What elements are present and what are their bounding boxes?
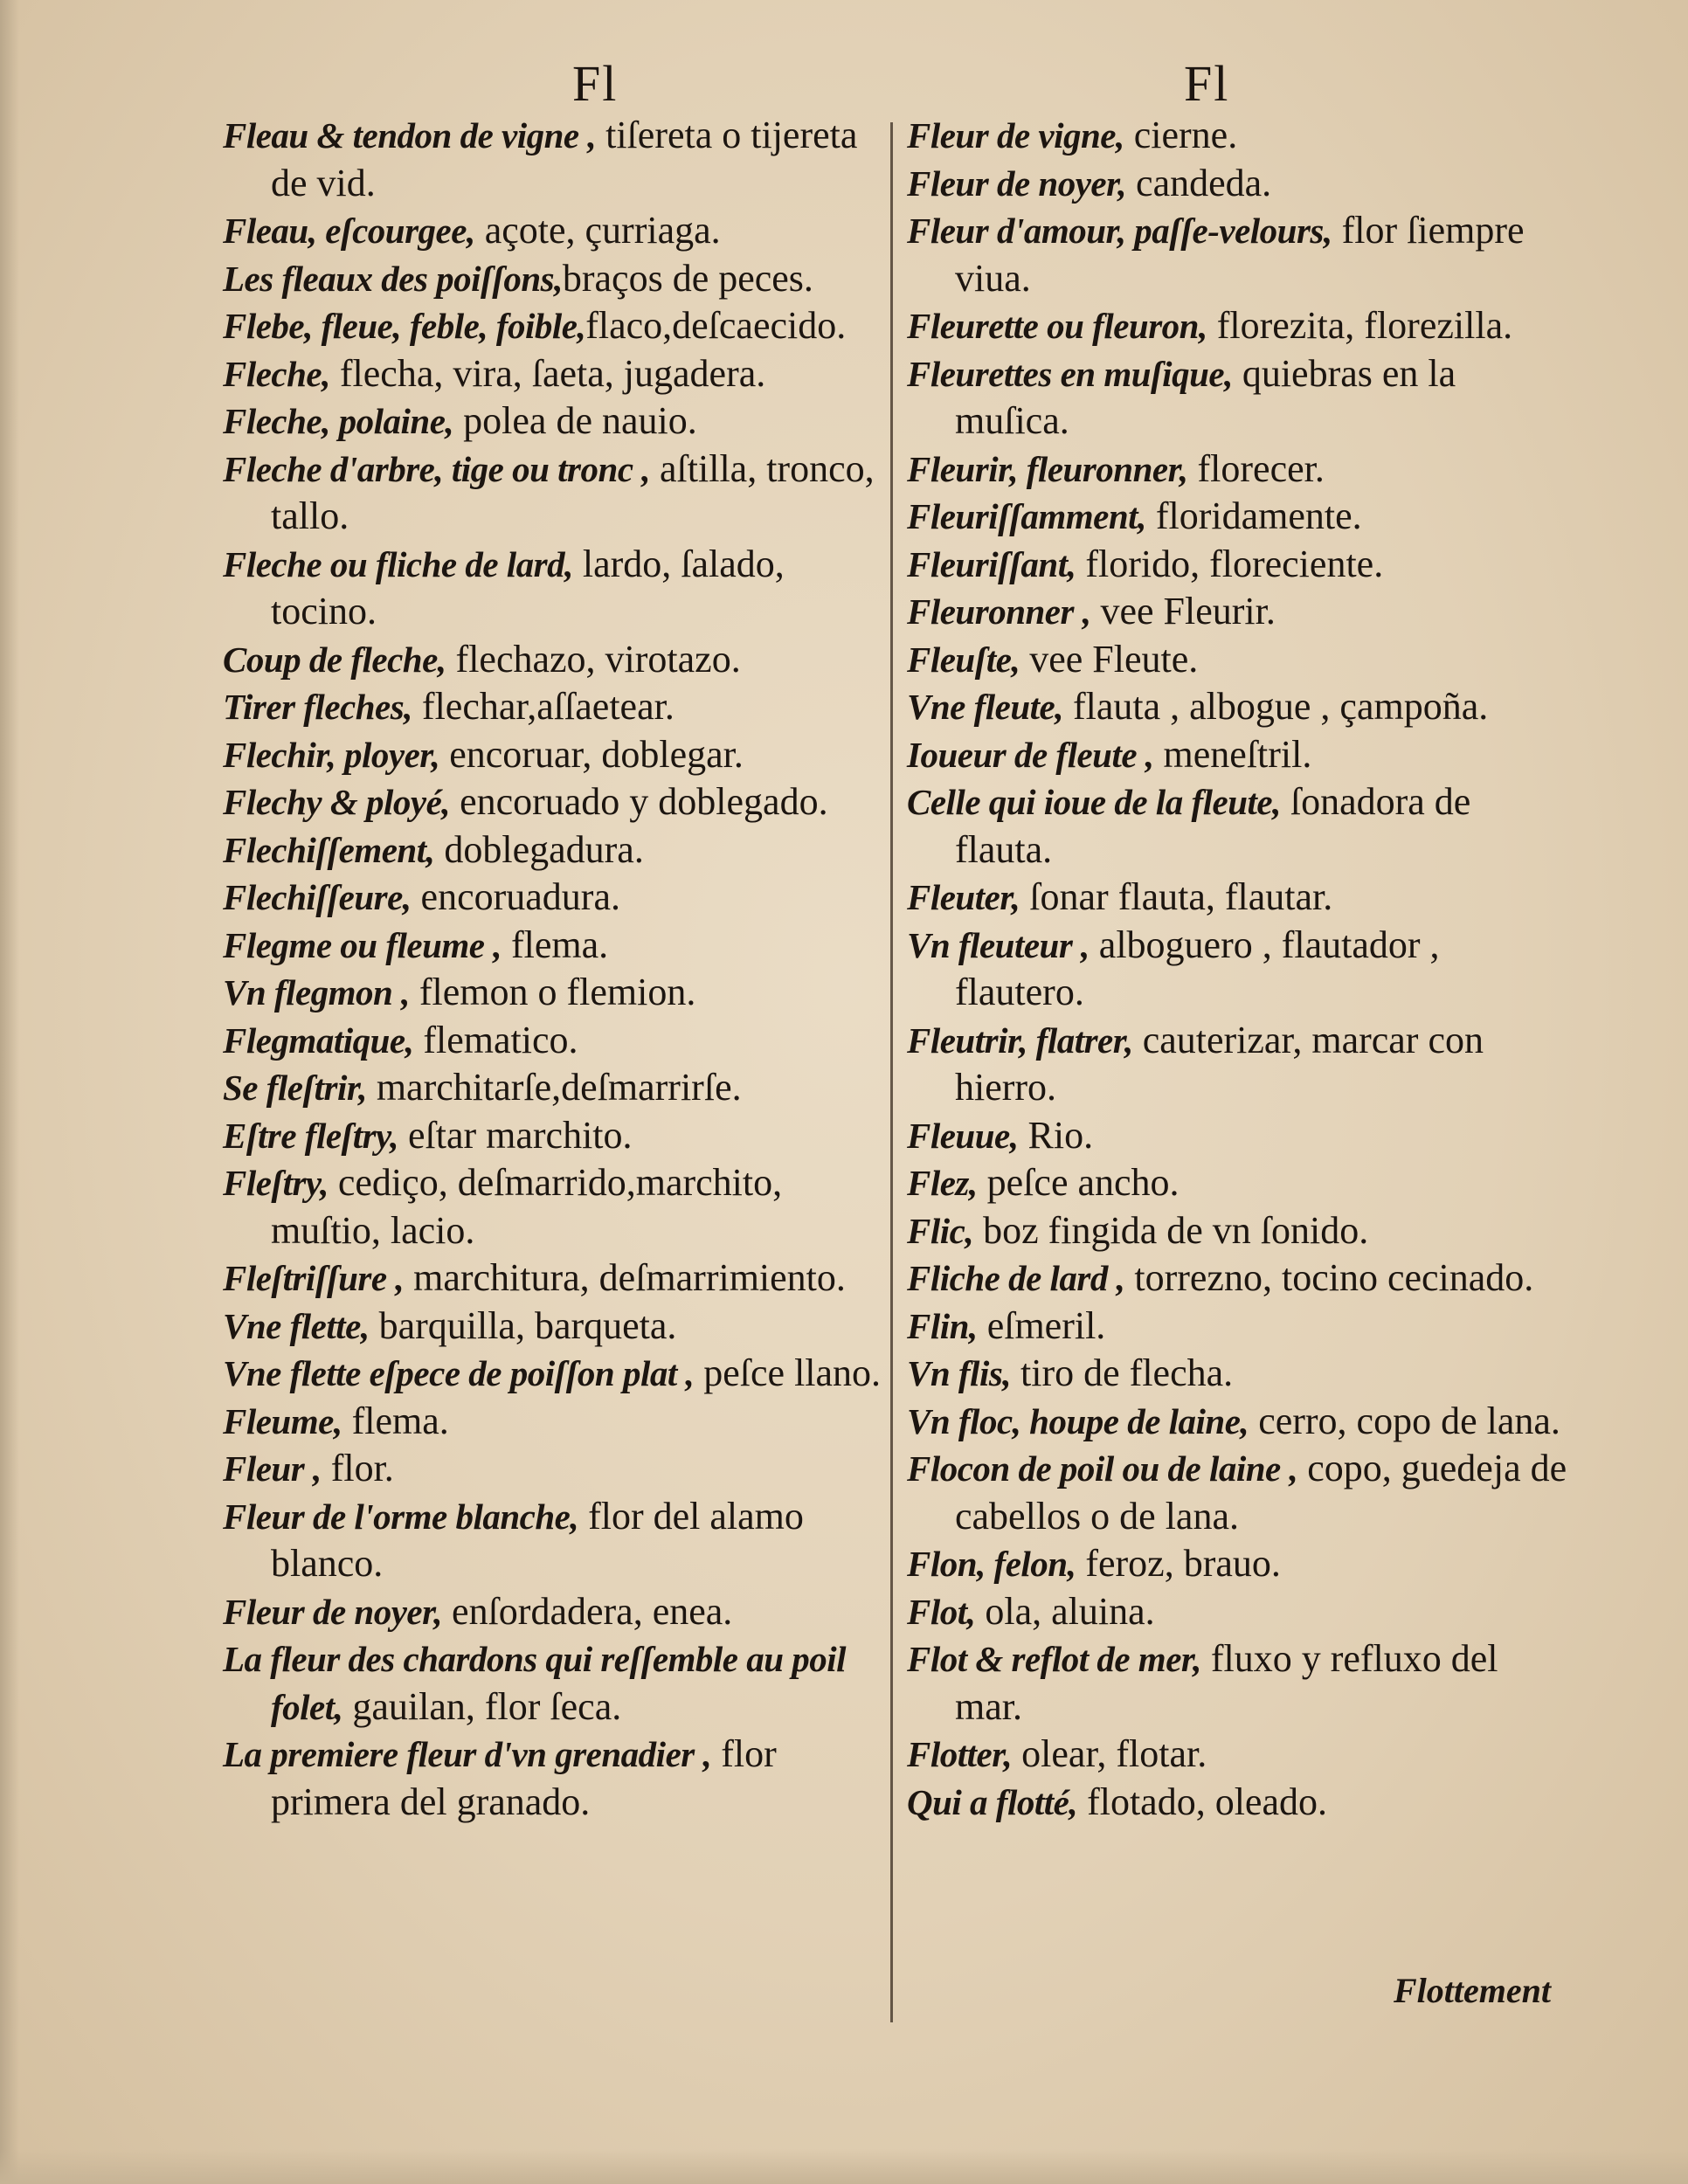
dictionary-entry: [907, 446, 1571, 494]
left-column: [223, 112, 887, 1826]
french-headword: Tirer fleches,: [223, 687, 412, 727]
spanish-translation: doblegadura.: [434, 827, 644, 871]
dictionary-entry: [907, 493, 1571, 541]
french-headword: Fleur ,: [223, 1448, 322, 1489]
french-headword: Fleche d'arbre, tige ou tronc ,: [223, 448, 651, 489]
spanish-translation: cauterizar, marcar con hierro.: [955, 1018, 1484, 1109]
spanish-translation: flor.: [321, 1447, 394, 1489]
spanish-translation: marchitarſe,deſmarrirſe.: [366, 1066, 742, 1109]
dictionary-entry: [907, 874, 1571, 922]
french-headword: Fleur d'amour, paſſe-velours,: [907, 211, 1332, 251]
french-headword: Fleſtry,: [223, 1163, 329, 1203]
spanish-translation: flema.: [342, 1399, 449, 1442]
french-headword: Flot & reflot de mer,: [907, 1639, 1201, 1679]
french-headword: Flebe, fleue, feble, foible,: [223, 306, 586, 346]
dictionary-entry: [223, 302, 887, 350]
french-headword: Fleche, polaine,: [223, 401, 454, 441]
spanish-translation: Rio.: [1018, 1113, 1094, 1157]
dictionary-entry: [223, 255, 887, 303]
right-column: [907, 112, 1571, 1826]
french-headword: Flez,: [907, 1163, 978, 1203]
dictionary-entry: [907, 1350, 1571, 1398]
spanish-translation: flecha, vira, ſaeta, jugadera.: [329, 351, 766, 395]
french-headword: Flegmatique,: [223, 1019, 414, 1061]
spanish-translation: flematico.: [413, 1018, 578, 1061]
french-headword: Vn flis,: [907, 1353, 1012, 1393]
french-headword: Fleutrir, flatrer,: [907, 1019, 1133, 1061]
french-headword: Flotter,: [907, 1734, 1013, 1774]
spanish-translation: candeda.: [1126, 161, 1272, 204]
spanish-translation: flotado, oleado.: [1077, 1780, 1327, 1823]
spanish-translation: aſtilla, tronco, tallo.: [271, 446, 875, 537]
dictionary-entry: [223, 1588, 887, 1636]
spanish-translation: alboguero , flautador , flautero.: [955, 923, 1440, 1013]
french-headword: Qui a flotté,: [907, 1781, 1078, 1822]
french-headword: Fleuronner ,: [907, 591, 1091, 632]
running-head-right: Fl: [1184, 55, 1230, 112]
spanish-translation: florecer.: [1187, 446, 1325, 490]
spanish-translation: lardo, ſalado, tocino.: [271, 542, 785, 632]
dictionary-entry: [907, 160, 1571, 208]
french-headword: Vne fleute,: [907, 687, 1063, 727]
spanish-translation: ola, aluina.: [975, 1589, 1155, 1633]
french-headword: Se fleſtrir,: [223, 1068, 367, 1108]
dictionary-entry: [907, 683, 1571, 731]
french-headword: Flic,: [907, 1210, 974, 1251]
dictionary-entry: [223, 1398, 887, 1446]
french-headword: Vn floc, houpe de laine,: [907, 1400, 1249, 1441]
french-headword: Vn flegmon ,: [223, 972, 410, 1013]
french-headword: Fleau, eſcourgee,: [223, 211, 475, 251]
french-headword: Fliche de lard ,: [907, 1258, 1125, 1298]
spanish-translation: flor primera del granado.: [271, 1732, 777, 1823]
spanish-translation: polea de nauio.: [453, 399, 697, 442]
dictionary-entry: [223, 778, 887, 826]
dictionary-entry: [907, 1254, 1571, 1303]
spanish-translation: ſonar flauta, flautar.: [1020, 875, 1333, 918]
dictionary-entry: [223, 1112, 887, 1160]
french-headword: Fleur de noyer,: [907, 162, 1127, 204]
french-headword: Flocon de poil ou de laine ,: [907, 1448, 1298, 1489]
dictionary-entry: [223, 874, 887, 922]
dictionary-entry: [907, 1635, 1571, 1731]
spanish-translation: eſmeril.: [977, 1303, 1106, 1347]
dictionary-entry: [223, 207, 887, 255]
page-edge-shadow: [0, 0, 19, 2184]
spanish-translation: barquilla, barqueta.: [369, 1303, 677, 1347]
french-headword: Fleuter,: [907, 877, 1020, 917]
dictionary-entry: [223, 1159, 887, 1254]
spanish-translation: marchitura, deſmarrimiento.: [404, 1256, 846, 1299]
french-headword: Vn fleuteur ,: [907, 924, 1090, 965]
french-headword: Eſtre fleſtry,: [223, 1115, 398, 1156]
french-headword: Flechiſſeure,: [223, 877, 412, 917]
dictionary-entry: [907, 731, 1571, 779]
dictionary-entry: [223, 1303, 887, 1351]
dictionary-entry: [907, 1017, 1571, 1112]
dictionary-entry: [907, 1112, 1571, 1160]
spanish-translation: flechazo, virotazo.: [446, 637, 741, 681]
dictionary-entry: [223, 683, 887, 731]
dictionary-entry: [223, 446, 887, 541]
spanish-translation: vee Fleurir.: [1090, 590, 1276, 632]
spanish-translation: peſce ancho.: [977, 1161, 1180, 1204]
dictionary-entry: [907, 302, 1571, 350]
spanish-translation: eſtar marchito.: [398, 1113, 633, 1157]
dictionary-entry: [907, 350, 1571, 446]
spanish-translation: olear, flotar.: [1012, 1732, 1207, 1775]
spanish-translation: peſce llano.: [694, 1351, 882, 1394]
spanish-translation: encoruar, doblegar.: [439, 732, 744, 776]
dictionary-entry: [907, 1588, 1571, 1636]
dictionary-entry: [907, 1398, 1571, 1446]
dictionary-entry: [907, 1445, 1571, 1540]
spanish-translation: flechar,aſſaetear.: [412, 685, 675, 728]
spanish-translation: tiro de flecha.: [1011, 1351, 1234, 1394]
french-headword: Fleche,: [223, 353, 330, 394]
spanish-translation: vee Fleute.: [1020, 637, 1199, 681]
column-divider: [890, 122, 893, 2022]
spanish-translation: enſordadera, enea.: [442, 1589, 733, 1633]
dictionary-entry: [907, 1779, 1571, 1827]
catchword: Flottement: [1394, 1971, 1551, 2010]
dictionary-entry: [223, 969, 887, 1017]
dictionary-entry: [223, 112, 887, 207]
dictionary-entry: [907, 778, 1571, 874]
dictionary-entry: [907, 588, 1571, 636]
spanish-translation: quiebras en la muſica.: [955, 351, 1456, 442]
dictionary-entry: [223, 922, 887, 970]
dictionary-entry: [223, 1493, 887, 1588]
dictionary-entry: [907, 1303, 1571, 1351]
french-headword: Flot,: [907, 1591, 976, 1632]
french-headword: Vne flette eſpece de poiſſon plat ,: [223, 1353, 695, 1393]
spanish-translation: cediço, deſmarrido,marchito, muſtio, lacio.: [271, 1161, 783, 1252]
french-headword: Flin,: [907, 1305, 978, 1346]
french-headword: Fleuriſſant,: [907, 543, 1076, 584]
running-head-left: Fl: [572, 55, 619, 112]
spanish-translation: flema.: [501, 923, 609, 966]
dictionary-entry: [907, 207, 1571, 302]
spanish-translation: florezita, florezilla.: [1207, 304, 1513, 347]
spanish-translation: braços de peces.: [562, 256, 813, 300]
spanish-translation: flauta , albogue , çampoña.: [1062, 685, 1489, 728]
dictionary-entry: [907, 636, 1571, 684]
spanish-translation: floridamente.: [1145, 494, 1362, 537]
french-headword: Vne flette,: [223, 1305, 370, 1346]
dictionary-entry: [907, 1540, 1571, 1588]
dictionary-entry: [223, 731, 887, 779]
french-headword: La premiere fleur d'vn grenadier ,: [223, 1734, 712, 1774]
french-headword: Fleuſte,: [907, 639, 1020, 680]
french-headword: Celle qui ioue de la fleute,: [907, 782, 1281, 822]
french-headword: Les fleaux des poiſſons,: [223, 258, 563, 299]
dictionary-entry: [223, 1017, 887, 1065]
spanish-translation: flemon o flemion.: [409, 971, 696, 1013]
spanish-translation: florido, floreciente.: [1076, 542, 1384, 585]
dictionary-entry: [907, 1731, 1571, 1779]
french-headword: Fleurette ou fleuron,: [907, 306, 1207, 346]
dictionary-entry: [223, 1254, 887, 1303]
spanish-translation: boz fingida de vn ſonido.: [973, 1208, 1369, 1252]
dictionary-entry: [907, 112, 1571, 160]
dictionary-entry: [223, 826, 887, 874]
french-headword: Fleuue,: [907, 1115, 1019, 1156]
dictionary-entry: [223, 350, 887, 398]
dictionary-entry: [223, 541, 887, 636]
spanish-translation: fluxo y refluxo del mar.: [955, 1637, 1498, 1728]
french-headword: Coup de fleche,: [223, 639, 446, 680]
spanish-translation: cerro, copo de lana.: [1249, 1399, 1560, 1442]
spanish-translation: gauilan, flor ſeca.: [342, 1684, 622, 1728]
spanish-translation: flor ſiempre viua.: [955, 209, 1525, 300]
french-headword: Fleau & tendon de vigne ,: [223, 115, 597, 156]
dictionary-entry: [223, 1445, 887, 1493]
dictionary-entry: [223, 1635, 887, 1731]
french-headword: Fleume,: [223, 1400, 342, 1441]
spanish-translation: flor del alamo blanco.: [271, 1494, 804, 1585]
french-headword: Fleuriſſamment,: [907, 496, 1146, 536]
dictionary-entry: [907, 1159, 1571, 1207]
dictionary-entry: [907, 922, 1571, 1017]
spanish-translation: feroz, brauo.: [1076, 1542, 1281, 1585]
french-headword: Flechy & ployé,: [223, 782, 451, 822]
french-headword: Fleur de noyer,: [223, 1591, 443, 1632]
french-headword: Fleche ou fliche de lard,: [223, 543, 573, 584]
dictionary-entry: [223, 1731, 887, 1826]
spanish-translation: encoruado y doblegado.: [450, 780, 828, 823]
spanish-translation: copo, guedeja de cabellos o de lana.: [955, 1447, 1567, 1538]
french-headword: Fleur de l'orme blanche,: [223, 1496, 579, 1537]
dictionary-entry: [223, 397, 887, 446]
spanish-translation: torrezno, tocino cecinado.: [1124, 1256, 1534, 1299]
french-headword: Ioueur de fleute ,: [907, 734, 1154, 775]
french-headword: Fleurettes en muſique,: [907, 353, 1233, 394]
spanish-translation: açote, çurriaga.: [474, 209, 721, 252]
dictionary-entry: [223, 636, 887, 684]
french-headword: Fleſtriſſure ,: [223, 1258, 405, 1298]
spanish-translation: ſonadora de flauta.: [955, 780, 1471, 871]
dictionary-entry: [223, 1350, 887, 1398]
spanish-translation: meneſtril.: [1153, 732, 1312, 776]
french-headword: La fleur des chardons qui reſſemble au poil folet,: [223, 1639, 847, 1727]
french-headword: Fleur de vigne,: [907, 115, 1124, 156]
page-bottom-shadow: [0, 2149, 1688, 2184]
spanish-translation: encoruadura.: [411, 875, 620, 918]
french-headword: Flechiſſement,: [223, 829, 435, 870]
dictionary-entry: [907, 1207, 1571, 1255]
dictionary-entry: [223, 1064, 887, 1112]
spanish-translation: tiſereta o tijereta de vid.: [271, 114, 858, 204]
french-headword: Flechir, ployer,: [223, 734, 440, 775]
spanish-translation: cierne.: [1124, 114, 1238, 156]
spanish-translation: flaco,deſcaecido.: [585, 304, 847, 347]
french-headword: Fleurir, fleuronner,: [907, 448, 1188, 489]
dictionary-entry: [907, 541, 1571, 589]
french-headword: Flegme ou fleume ,: [223, 924, 502, 965]
french-headword: Flon, felon,: [907, 1544, 1076, 1584]
